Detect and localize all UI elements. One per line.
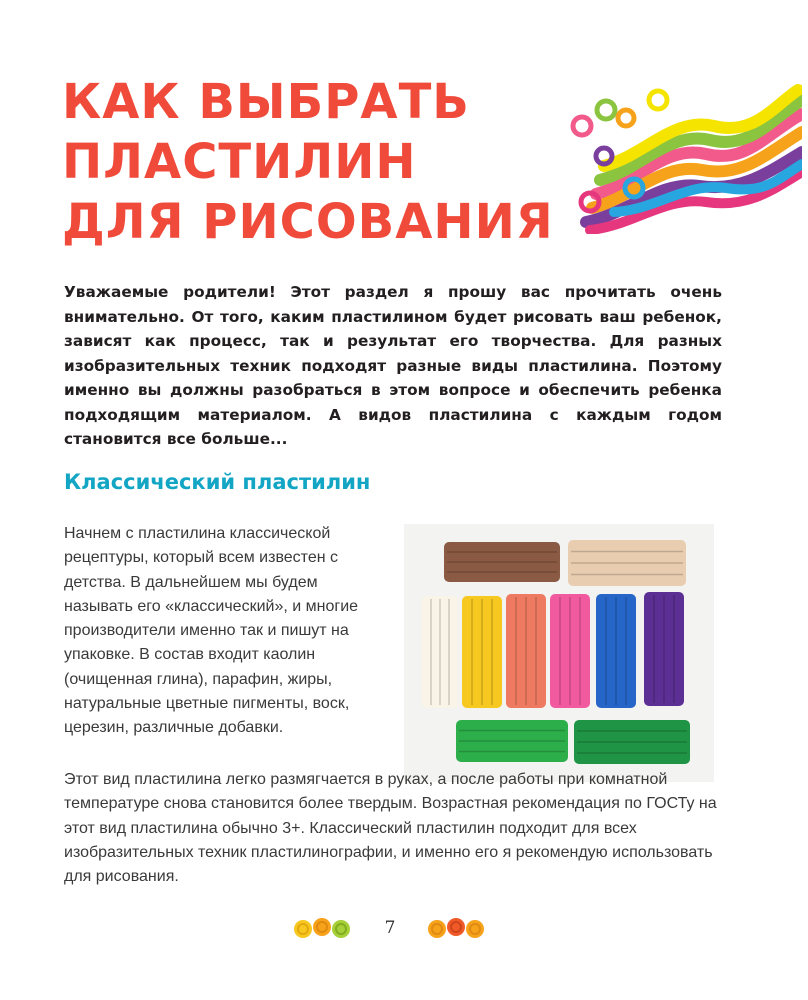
footer-swirls-right-icon xyxy=(426,914,488,942)
bar-green xyxy=(574,720,690,764)
bar-purple xyxy=(644,592,684,706)
plasticine-swirls-decoration xyxy=(566,84,802,234)
intro-paragraph: Уважаемые родители! Этот раздел я прошу вас прочитать очень внимательно. От того, каким пластилином будет рисовать ваш ребенок, зависят как процесс, так и результат его творчества. Для разных изобразительных техник подходят разные виды пластилина. Поэтому именно вы должны разобраться в этом вопросе и обеспечить ребенка подходящим материалом. А видов пластилина с каждым годом становится все больше... xyxy=(64,283,722,448)
bar-light-green xyxy=(456,720,568,762)
bar-pink xyxy=(550,594,590,708)
section-title: Классический пластилин xyxy=(64,470,371,494)
bar-white xyxy=(422,596,458,708)
title-line-2: ПЛАСТИЛИН xyxy=(62,134,417,190)
bar-brown xyxy=(444,542,560,582)
page-number: 7 xyxy=(384,918,396,938)
bar-yellow xyxy=(462,596,502,708)
bar-beige xyxy=(568,540,686,586)
bar-blue xyxy=(596,594,636,708)
section-paragraph-1: Начнем с пластилина классической рецептуры, который всем известен с детства. В дальнейшем мы будем называть его «классический», и многие производители именно так и пишут на упаковке. В состав входит каолин (очищенная глина), парафин, жиры, натуральные цветные пигменты, воск, церезин, различные добавки. xyxy=(64,525,359,737)
page-title xyxy=(62,72,554,252)
title-line-1: КАК ВЫБРАТЬ xyxy=(62,74,470,130)
section-paragraph-2: Этот вид пластилина легко размягчается в руках, а после работы при комнатной температуре снова становится более твердым. Возрастная рекомендация по ГОСТу на этот вид пластилина обычно 3+. Классический пластилин подходит для всех изобразительных техник пластилинографии, и именно его я рекомендую использовать для рисования. xyxy=(64,771,717,886)
bar-coral xyxy=(506,594,546,708)
title-line-3: ДЛЯ РИСОВАНИЯ xyxy=(62,194,554,250)
plasticine-bars-photo xyxy=(404,524,714,782)
footer-swirls-left-icon xyxy=(292,914,354,942)
